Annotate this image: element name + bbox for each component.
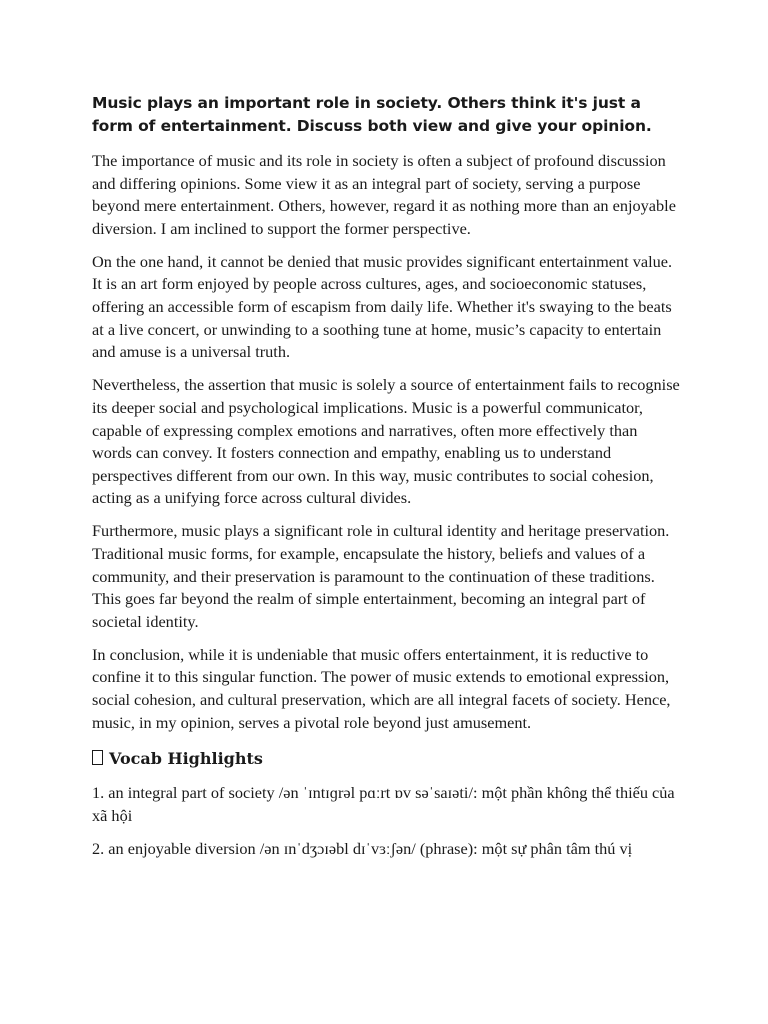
vocab-item: 1. an integral part of society /ən ˈɪntɪɡrəl pɑːrt ɒv səˈsaɪəti/: một phần không thể thiếu của xã hội [92,783,675,825]
essay-prompt-title: Music plays an important role in society. Others think it's just a form of entertainment. Discuss both view and give your opinion. [92,94,652,135]
essay-paragraph-body-2: Nevertheless, the assertion that music is solely a source of entertainment fails to recognise its deeper social and psychological implications. Music is a powerful communicator, capable of expressing complex emotions and narratives, often more effectively than words can convey. It fosters connection and empathy, enabling us to understand perspectives different from our own. In this way, music contributes to social cohesion, acting as a unifying force across cultural divides. [92,375,680,508]
vocab-heading-label: Vocab Highlights [109,749,263,769]
essay-paragraph-conclusion: In conclusion, while it is undeniable that music offers entertainment, it is reductive to confine it to this singular function. The power of music extends to emotional expression, social cohesion, and cultural preservation, which are all integral facets of society. Hence, music, in my opinion, serves a pivotal role beyond just amusement. [92,644,671,732]
essay-paragraph-intro: The importance of music and its role in society is often a subject of profound discussion and differing opinions. Some view it as an integral part of society, serving a purpose beyond mere entertainment. Others, however, regard it as nothing more than an enjoyable diversion. I am inclined to support the former perspective. [92,151,676,238]
essay-paragraph-body-1: On the one hand, it cannot be denied that music provides significant entertainment value. It is an art form enjoyed by people across cultures, ages, and socioeconomic statuses, offering an accessible form of escapism from daily life. Whether it's swaying to the beats at a live concert, or unwinding to a soothing tune at home, music’s capacity to entertain and amuse is a universal truth. [92,251,673,362]
vocab-item: 2. an enjoyable diversion /ən ɪnˈdʒɔɪəbl dɪˈvɜːʃən/ (phrase): một sự phân tâm thú vị [92,838,633,858]
missing-glyph-box-icon [92,750,103,765]
vocab-section-heading [92,748,680,770]
essay-paragraph-body-3: Furthermore, music plays a significant role in cultural identity and heritage preservation. Traditional music forms, for example, encapsulate the history, beliefs and values of a community, and their preservation is paramount to the continuation of these traditions. This goes far beyond the realm of simple entertainment, becoming an integral part of societal identity. [92,521,670,631]
